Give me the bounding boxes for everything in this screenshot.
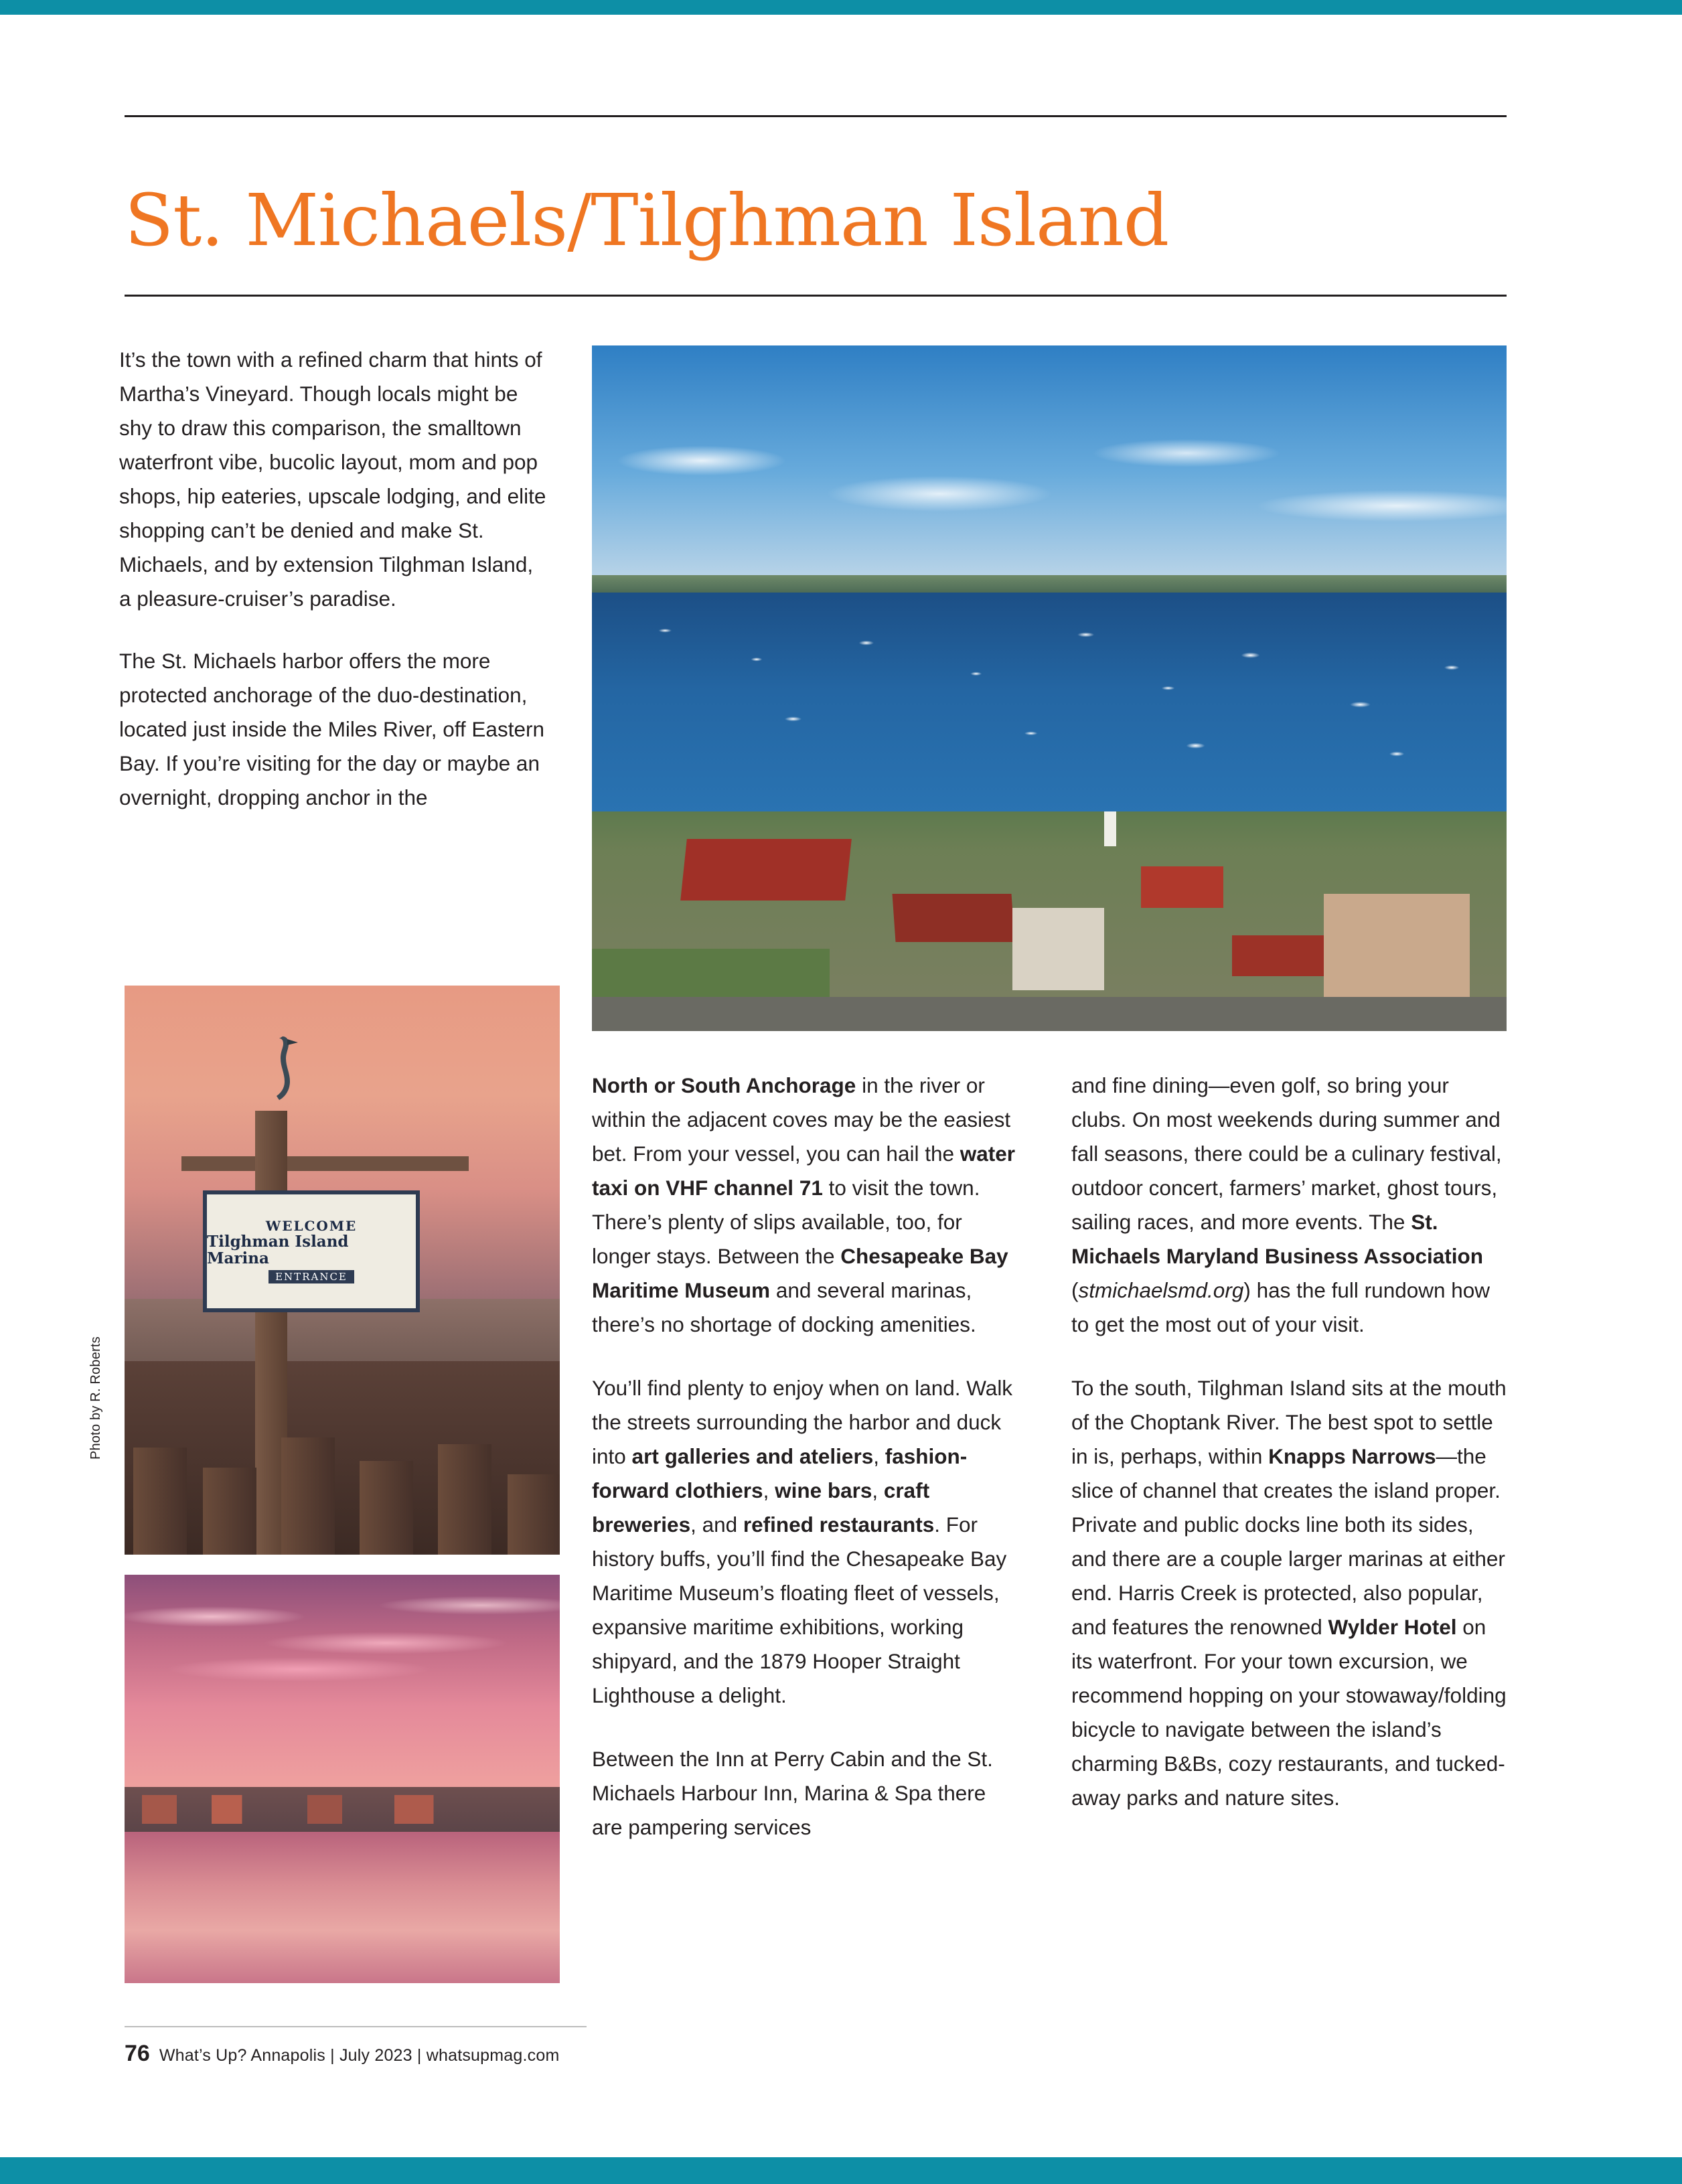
refined-restaurants-bold: refined restaurants [743,1512,935,1537]
middle-p2-c: , [873,1444,885,1468]
maritime-museum-bold: Chesapeake Bay Maritime Museum [592,1244,1008,1302]
middle-p2-k: . For history buffs, you’ll find the Chesapeake Bay Maritime Museum’s floating fleet of vessels, expansive maritime exhibitions, working shipyard, and the 1879 Hooper Straight Lighthouse a delight. [592,1512,1007,1707]
right-text-column [1071,1069,1507,1845]
art-galleries-bold: art galleries and ateliers [631,1444,874,1468]
shoreline-rooftops [125,1795,560,1824]
right-p1-c: ( [1071,1278,1079,1302]
white-building [1012,908,1104,990]
headline-top-rule [125,115,1507,117]
clothiers-bold: fashion-forward clothiers [592,1444,968,1502]
sign-line-entrance: ENTRANCE [269,1270,354,1283]
bottom-accent-bar [0,2157,1682,2184]
sunset-harbor-photo [125,1575,560,1983]
right-p2-a: To the south, Tilghman Island sits at the mouth of the Choptank River. The best spot to settle in is, perhaps, within [1071,1376,1507,1468]
sign-line-name: Tilghman Island Marina [207,1232,349,1267]
business-association-bold: St. Michaels Maryland Business Association [1071,1210,1484,1268]
tilghman-island-marina-sign-photo [125,986,560,1555]
middle-p2-i: , and [690,1512,743,1537]
sign-crossbar [181,1156,469,1171]
page-number: 76 [125,2041,150,2066]
intro-paragraph-2: The St. Michaels harbor offers the more protected anchorage of the duo-destination, located just inside the Miles River, off Eastern Bay. If you’re visiting for the day or maybe an overnight, dropping anchor in the [119,649,544,809]
anchored-boats [592,606,1507,811]
piling [438,1444,491,1555]
sunset-clouds [125,1583,560,1771]
wylder-hotel-bold: Wylder Hotel [1328,1615,1457,1639]
page-title: St. Michaels/Tilghman Island [125,179,1169,262]
right-p2-c: —the slice of channel that creates the island proper. Private and public docks line both its sides, and there are a couple larger marinas at either end. Harris Creek is protected, also popular, and features the renowned [1071,1444,1505,1639]
far-shoreline [592,575,1507,593]
sign-line-welcome: WELCOME [265,1218,358,1235]
piling [133,1448,187,1555]
heron-icon [260,1031,307,1118]
craft-breweries-bold: craft breweries [592,1478,930,1537]
reflective-water [125,1832,560,1983]
top-accent-bar [0,0,1682,15]
anchorage-bold-lead: North or South Anchorage [592,1073,856,1097]
red-roof-building-c [1141,866,1223,907]
right-p1-a: and fine dining—even golf, so bring your clubs. On most weekends during summer and fall seasons, there could be a culinary festival, outdoor concert, farmers’ market, ghost tours, sailing races, and more events. The [1071,1073,1502,1234]
red-roof-building-a [680,839,852,901]
middle-p2-g: , [872,1478,884,1502]
middle-paragraph-1 [592,1069,1020,1342]
page-footer [125,2041,1507,2067]
middle-p1-a: in the river or within the adjacent coves may be the easiest bet. From your vessel, you can hail the [592,1073,1011,1166]
piling [203,1468,256,1555]
headline-bottom-rule [125,295,1507,297]
knapps-narrows-bold: Knapps Narrows [1268,1444,1436,1468]
intro-column [119,343,548,843]
red-roof-building-b [892,894,1014,942]
intro-paragraph-1: It’s the town with a refined charm that hints of Martha’s Vineyard. Though locals might be shy to draw this comparison, the smalltown waterfront vibe, bucolic layout, mom and pop shops, hip eateries, upscale lodging, and elite shopping can’t be denied and make St. Michaels, and by extension Tilghman Island, a pleasure-cruiser’s paradise. [119,347,546,611]
middle-paragraph-2 [592,1371,1020,1713]
clouds-region [592,400,1507,551]
foreground-pilings-region [125,1361,560,1555]
marina-welcome-sign [203,1190,420,1312]
footer-rule [125,2026,587,2027]
right-paragraph-2 [1071,1371,1507,1815]
middle-p1-e: and several marinas, there’s no shortage of docking amenities. [592,1278,976,1336]
middle-paragraph-3: Between the Inn at Perry Cabin and the St. Michaels Harbour Inn, Marina & Spa there are pampering services [592,1747,993,1839]
website-italic: stmichaelsmd.org [1078,1278,1244,1302]
right-p1-e: ) has the full rundown how to get the most out of your visit. [1071,1278,1490,1336]
aerial-harbor-photo [592,345,1507,1031]
lighthouse-icon [1104,811,1116,846]
wine-bars-bold: wine bars [775,1478,872,1502]
right-p2-e: on its waterfront. For your town excursion, we recommend hopping on your stowaway/folding bicycle to navigate between the island’s charming B&Bs, cozy restaurants, and tucked-away parks and nature sites. [1071,1615,1507,1810]
footer-text: What’s Up? Annapolis | July 2023 | whatsupmag.com [159,2046,560,2065]
piling [281,1437,335,1555]
piling [360,1461,413,1555]
tan-building [1324,894,1470,1004]
middle-p2-e: , [763,1478,775,1502]
waterfront-road [592,997,1507,1031]
middle-p2-a: You’ll find plenty to enjoy when on land. Walk the streets surrounding the harbor and duck into [592,1376,1013,1468]
right-paragraph-1 [1071,1069,1507,1342]
middle-text-column [592,1069,1020,1874]
water-taxi-bold: water taxi on VHF channel 71 [592,1142,1016,1200]
photo-credit: Photo by R. Roberts [88,1336,103,1460]
middle-p1-c: to visit the town. There’s plenty of slips available, too, for longer stays. Between the [592,1176,980,1268]
piling [508,1474,560,1555]
